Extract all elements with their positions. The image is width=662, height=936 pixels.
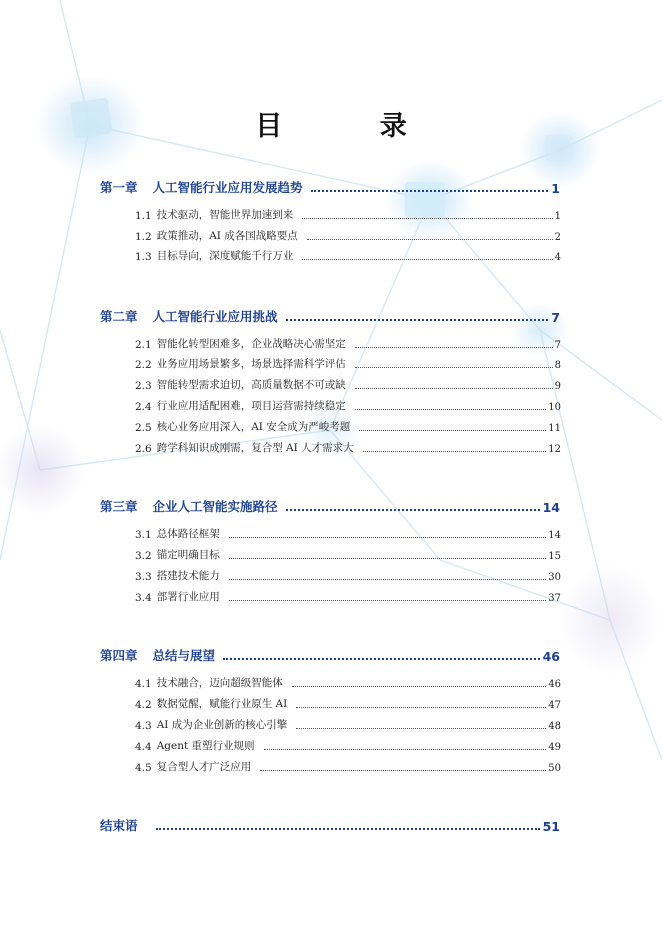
page-title: 目 录	[255, 111, 451, 142]
toc-chapter-2[interactable]	[100, 305, 560, 325]
chapter-number: 结束语	[100, 818, 138, 833]
section-page-number: 12	[548, 444, 561, 455]
chapter-title: 企业人工智能实施路径	[152, 499, 278, 514]
section-page-number: 30	[548, 572, 561, 583]
toc-section-3-1[interactable]	[135, 525, 561, 541]
section-title: 部署行业应用	[156, 591, 220, 603]
dot-leader	[359, 430, 546, 431]
section-title: 核心业务应用深入，AI 安全成为严峻考题	[156, 421, 351, 433]
section-title: 总体路径框架	[156, 528, 220, 540]
section-title: 业务应用场景繁多，场景选择需科学评估	[156, 358, 346, 370]
section-page-number: 7	[554, 340, 561, 351]
toc-section-1-2[interactable]	[135, 227, 561, 243]
dot-leader	[355, 388, 553, 389]
dot-leader	[296, 728, 546, 729]
dot-leader	[307, 239, 553, 240]
dot-leader	[363, 451, 547, 452]
toc-section-2-3[interactable]	[135, 376, 561, 392]
toc-section-4-4[interactable]	[135, 737, 561, 753]
section-number: 1.1	[135, 210, 152, 222]
section-title: AI 成为企业创新的核心引擎	[156, 719, 288, 731]
section-number: 4.1	[135, 678, 152, 690]
section-page-number: 2	[554, 232, 561, 243]
dot-leader	[355, 347, 553, 348]
chapter-number: 第二章	[100, 309, 138, 324]
dot-leader	[260, 770, 546, 771]
chapter-title: 总结与展望	[152, 648, 216, 663]
chapter-title: 人工智能行业应用挑战	[152, 309, 278, 324]
section-page-number: 15	[548, 551, 561, 562]
section-number: 2.3	[135, 380, 152, 392]
section-page-number: 47	[548, 700, 561, 711]
section-page-number: 10	[548, 402, 561, 413]
toc-section-4-3[interactable]	[135, 716, 561, 732]
section-number: 4.2	[135, 699, 152, 711]
section-number: 2.5	[135, 422, 152, 434]
chapter-page-number: 7	[551, 310, 560, 325]
dot-leader	[229, 537, 547, 538]
section-title: 智能化转型困难多，企业战略决心需坚定	[156, 338, 346, 350]
dot-leader	[229, 579, 547, 580]
section-title: 技术融合，迈向超级智能体	[156, 677, 283, 689]
section-page-number: 11	[548, 423, 561, 434]
chapter-number: 第四章	[100, 648, 138, 663]
toc-section-2-2[interactable]	[135, 355, 561, 371]
dot-leader	[302, 218, 552, 219]
section-title: 智能转型需求迫切，高质量数据不可或缺	[156, 379, 346, 391]
dot-leader	[286, 509, 540, 511]
section-page-number: 46	[548, 679, 561, 690]
chapter-page-number: 46	[542, 649, 560, 664]
section-title: 搭建技术能力	[156, 570, 220, 582]
dot-leader	[286, 319, 549, 321]
dot-leader	[302, 259, 552, 260]
toc-chapter-4[interactable]	[100, 644, 560, 664]
section-number: 3.4	[135, 592, 152, 604]
section-page-number: 4	[554, 252, 561, 263]
toc-section-3-2[interactable]	[135, 546, 561, 562]
section-number: 4.5	[135, 762, 152, 774]
dot-leader	[229, 558, 547, 559]
section-number: 2.6	[135, 443, 152, 455]
section-page-number: 50	[548, 763, 561, 774]
section-page-number: 9	[554, 381, 561, 392]
dot-leader	[292, 686, 547, 687]
section-number: 4.3	[135, 720, 152, 732]
toc-section-2-4[interactable]	[135, 397, 561, 413]
section-page-number: 48	[548, 721, 561, 732]
section-title: 政策推动，AI 成各国战略要点	[156, 230, 298, 242]
toc-chapter-1[interactable]	[100, 176, 560, 196]
section-number: 2.1	[135, 339, 152, 351]
dot-leader	[156, 828, 540, 830]
section-number: 3.1	[135, 529, 152, 541]
dot-leader	[296, 707, 546, 708]
toc-section-3-3[interactable]	[135, 567, 561, 583]
dot-leader	[355, 409, 547, 410]
chapter-page-number: 51	[542, 819, 560, 834]
dot-leader	[264, 749, 547, 750]
section-title: 技术驱动，智能世界加速到来	[156, 209, 294, 221]
section-number: 4.4	[135, 741, 152, 753]
section-title: 行业应用适配困难，项目运营需持续稳定	[156, 400, 346, 412]
toc-section-4-5[interactable]	[135, 758, 561, 774]
section-page-number: 37	[548, 593, 561, 604]
section-title: 跨学科知识成刚需，复合型 AI 人才需求大	[156, 442, 354, 454]
section-page-number: 14	[548, 530, 561, 541]
section-number: 3.2	[135, 550, 152, 562]
toc-section-2-1[interactable]	[135, 335, 561, 351]
toc-conclusion[interactable]	[100, 814, 560, 834]
toc-section-4-2[interactable]	[135, 695, 561, 711]
chapter-page-number: 14	[542, 500, 560, 515]
section-title: 目标导向，深度赋能千行万业	[156, 250, 294, 262]
section-title: Agent 重塑行业规则	[156, 740, 255, 752]
section-number: 2.4	[135, 401, 152, 413]
section-title: 复合型人才广泛应用	[156, 761, 252, 773]
section-title: 数据觉醒，赋能行业原生 AI	[156, 698, 288, 710]
chapter-title: 人工智能行业应用发展趋势	[152, 180, 303, 195]
toc-section-3-4[interactable]	[135, 588, 561, 604]
toc-section-1-3[interactable]	[135, 247, 561, 263]
section-page-number: 1	[554, 211, 561, 222]
dot-leader	[229, 600, 547, 601]
toc-chapter-3[interactable]	[100, 495, 560, 515]
dot-leader	[355, 367, 553, 368]
toc-section-1-1[interactable]	[135, 206, 561, 222]
dot-leader	[223, 658, 540, 660]
section-number: 1.3	[135, 251, 152, 263]
section-title: 锚定明确目标	[156, 549, 220, 561]
toc-section-4-1[interactable]	[135, 674, 561, 690]
chapter-number: 第三章	[100, 499, 138, 514]
section-number: 1.2	[135, 231, 152, 243]
toc-section-2-6[interactable]	[135, 439, 561, 455]
section-number: 2.2	[135, 359, 152, 371]
toc-section-2-5[interactable]	[135, 418, 561, 434]
section-page-number: 49	[548, 742, 561, 753]
section-number: 3.3	[135, 571, 152, 583]
section-page-number: 8	[554, 360, 561, 371]
dot-leader	[311, 190, 549, 192]
chapter-page-number: 1	[551, 181, 560, 196]
chapter-number: 第一章	[100, 180, 138, 195]
